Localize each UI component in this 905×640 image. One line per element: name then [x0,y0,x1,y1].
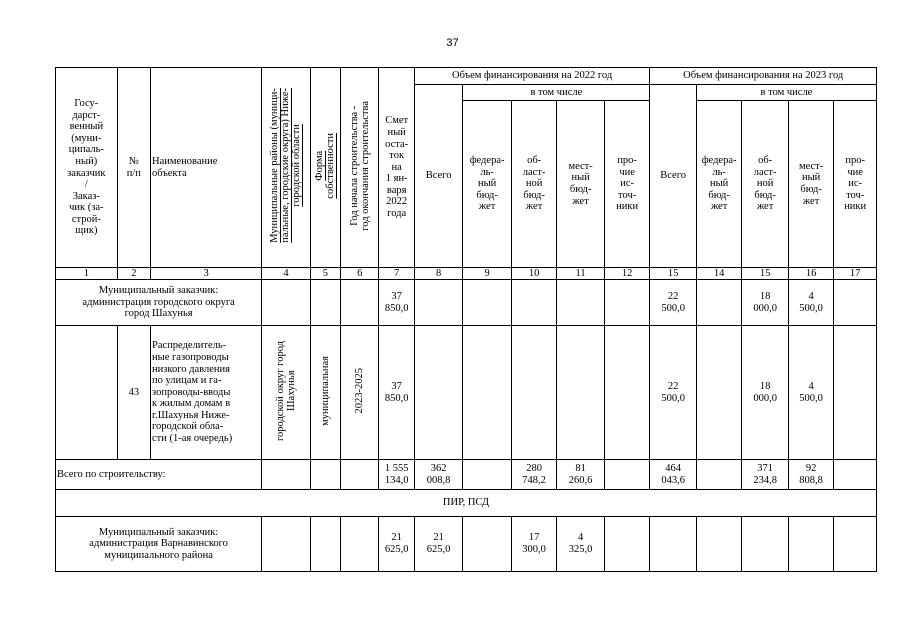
object-row [56,326,877,460]
estimate-balance-cell: 21 625,0 [379,517,414,572]
header-customer: Госу- дарст- венный (муни- ципаль- ный) заказчик / Заказ- чик (за- строй- щик) [56,68,118,268]
header-2022-local: мест- ный бюд- жет [557,101,605,268]
header-number: № п/п [117,68,150,268]
column-number: 5 [310,268,340,280]
regional-2022-cell: 280 748,2 [511,460,556,490]
financing-table [55,67,877,572]
customer-label: Муниципальный заказчик: администрация городского округа город Шахунья [56,280,262,326]
estimate-balance-cell: 1 555 134,0 [379,460,414,490]
header-financing-2023: Объем финансирования на 2023 год [650,68,877,85]
regional-2022-cell: 17 300,0 [511,517,556,572]
customer-row [56,280,877,326]
column-number: 6 [341,268,379,280]
local-2023-cell: 92 808,8 [788,460,833,490]
column-number: 14 [696,268,741,280]
column-number: 4 [262,268,311,280]
local-2023-cell: 4 500,0 [788,326,833,460]
total-2022-cell: 21 625,0 [414,517,463,572]
header-years: Год начала строительства - год окончания строительства [341,68,379,268]
header-2023-total: Всего [650,85,697,268]
header-ownership: Форма собственности [310,68,340,268]
regional-2023-cell: 371 234,8 [742,460,789,490]
header-2023-other: про- чие ис- точ- ники [834,101,877,268]
section-heading: ПИР, ПСД [56,490,877,517]
regional-2023-cell: 18 000,0 [742,280,789,326]
header-2022-federal: федера- ль- ный бюд- жет [463,101,512,268]
object-number: 43 [117,326,150,460]
local-2023-cell: 4 500,0 [788,280,833,326]
column-number: 3 [151,268,262,280]
customer-row [56,517,877,572]
column-number: 7 [379,268,414,280]
column-number: 2 [117,268,150,280]
column-number: 15 [650,268,697,280]
header-object-name: Наименование объекта [151,68,262,268]
column-number: 17 [834,268,877,280]
header-2023-local: мест- ный бюд- жет [788,101,833,268]
header-2022-including: в том числе [463,85,650,101]
object-years: 2023-2025 [341,326,379,460]
regional-2023-cell: 18 000,0 [742,326,789,460]
header-2023-regional: об- ласт- ной бюд- жет [742,101,789,268]
column-number: 10 [511,268,556,280]
column-number: 9 [463,268,512,280]
total-2023-cell: 464 043,6 [650,460,697,490]
estimate-balance-cell: 37 850,0 [379,280,414,326]
header-2023-including: в том числе [696,85,876,101]
total-construction-row [56,460,877,490]
page-number: 37 [446,37,459,49]
header-2022-total: Всего [414,85,463,268]
estimate-balance-cell: 37 850,0 [379,326,414,460]
customer-label: Муниципальный заказчик: администрация Варнавинского муниципального района [56,517,262,572]
column-number: 1 [56,268,118,280]
column-numbers-row [56,268,877,280]
column-number: 11 [557,268,605,280]
section-row [56,490,877,517]
total-2022-cell: 362 008,8 [414,460,463,490]
local-2022-cell: 81 260,6 [557,460,605,490]
column-number: 12 [604,268,650,280]
header-row-1 [56,68,877,85]
object-ownership: муниципальная [310,326,340,460]
total-2023-cell: 22 500,0 [650,280,697,326]
column-number: 16 [788,268,833,280]
header-financing-2022: Объем финансирования на 2022 год [414,68,650,85]
header-estimate-balance: Смет ный оста- ток на 1 ян- варя 2022 года [379,68,414,268]
total-construction-label: Всего по строительству: [56,460,262,490]
total-2023-cell: 22 500,0 [650,326,697,460]
local-2022-cell: 4 325,0 [557,517,605,572]
header-2022-other: про- чие ис- точ- ники [604,101,650,268]
object-district: городской округ город Шахунья [262,326,311,460]
header-2023-federal: федера- ль- ный бюд- жет [696,101,741,268]
header-districts: Муниципальные районы (муници- пальные, городские округа) Ниже- городской области [262,68,311,268]
header-2022-regional: об- ласт- ной бюд- жет [511,101,556,268]
column-number: 8 [414,268,463,280]
object-name: Распределитель- ные газопроводы низкого давления по улицам и га- зопроводы-вводы к жилым домам в г.Шахунья Ниже- городской обла- сти (1-ая очередь) [151,326,262,460]
column-number: 15 [742,268,789,280]
